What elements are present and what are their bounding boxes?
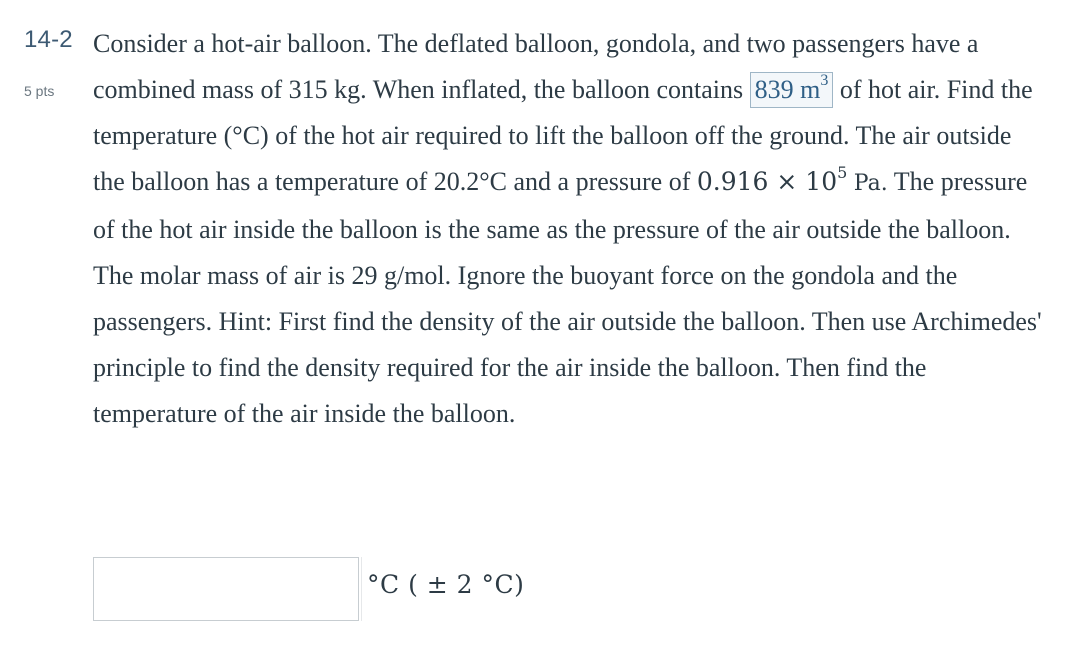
answer-input[interactable] <box>93 557 359 621</box>
pressure-value <box>696 162 848 196</box>
pressure-unit: Pa. <box>853 171 888 196</box>
volume-variable <box>750 72 834 108</box>
question-text-part1: Consider a hot-air balloon. The deflated balloon, gondola, and two passengers have a combined mass of 315 kg. When inflated, the balloon contains <box>93 29 979 104</box>
question-number: 14-2 <box>24 26 73 53</box>
pressure-mantissa: 0.916 × 10 <box>696 167 838 196</box>
question-paragraph <box>93 21 1043 437</box>
question-points: 5 pts <box>24 83 55 99</box>
answer-unit: °C ( ± 2 °C) <box>367 570 525 599</box>
volume-value: 839 m <box>754 75 821 104</box>
question-text <box>93 21 1043 437</box>
pressure-exponent: 5 <box>837 162 848 182</box>
answer-divider <box>361 557 362 621</box>
question-text-part2: of hot air. Find the temperature (°C) of the hot air required to lift the balloon off the ground. The air outside the balloon has a temperature of 20.2°C and a pressure of <box>93 75 1033 196</box>
question-text-part3: The pressure of the hot air inside the balloon is the same as the pressure of the air outside the balloon. The molar mass of air is 29 g/mol. Ignore the buoyant force on the gondola and the passengers. Hint: First find the density of the air outside the balloon. Then use Archimedes' principle to find the density required for the air inside the balloon. Then find the temperature of the air inside the balloon. <box>93 167 1042 428</box>
volume-exponent: 3 <box>820 72 829 90</box>
